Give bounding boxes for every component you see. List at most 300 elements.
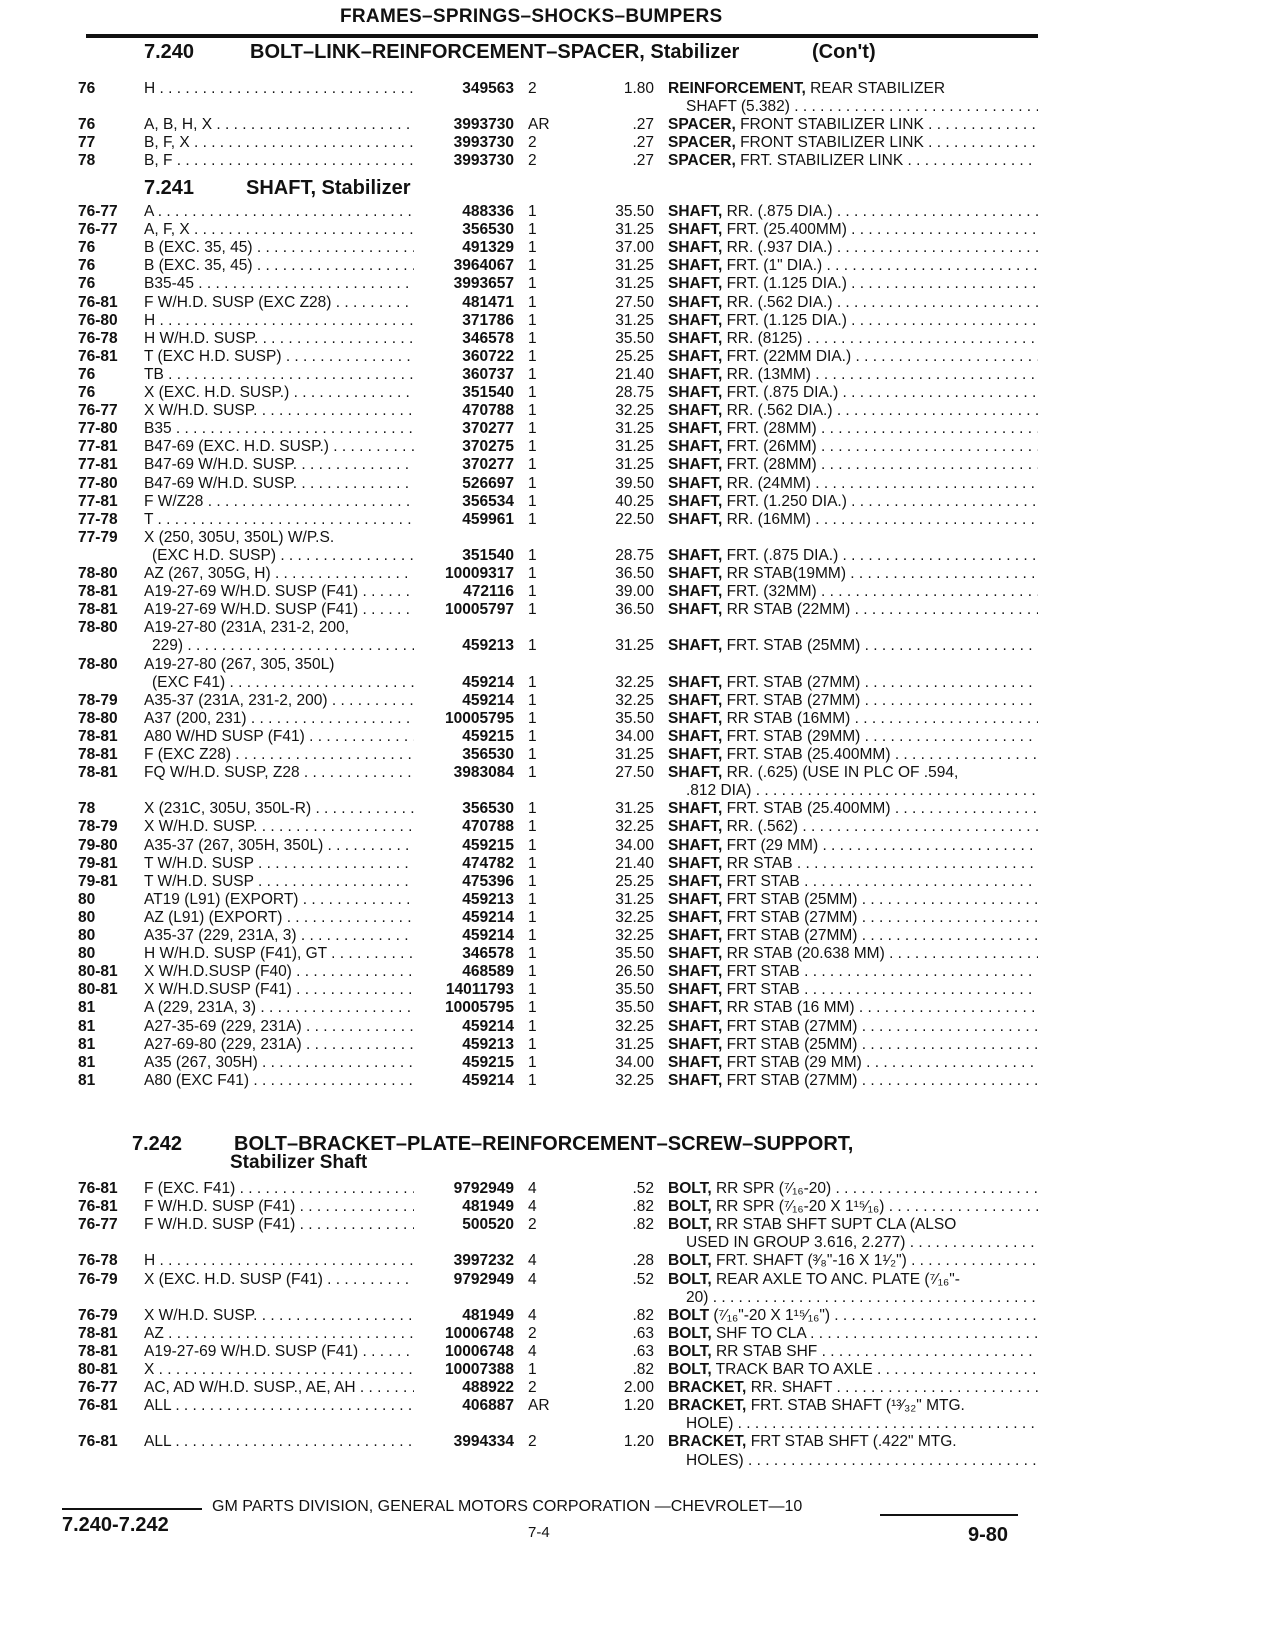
quantity: 1: [528, 203, 537, 220]
model-applicability: FQ W/H.D. SUSP, Z28 . . .: [144, 764, 414, 782]
model-applicability: A35-37 (229, 231A, 3) . . .: [144, 927, 414, 945]
model-years: 77-80: [78, 474, 118, 492]
section-number: 7.242: [132, 1133, 183, 1155]
price: 25.25: [615, 872, 654, 890]
table-row: [0, 312, 1280, 330]
table-row: [0, 583, 1280, 601]
table-row: [0, 601, 1280, 619]
model-applicability: X . . .: [144, 1361, 414, 1379]
part-name: SHAFT,: [668, 746, 723, 763]
model-applicability: H W/H.D. SUSP. . . .: [144, 330, 414, 348]
part-name: BOLT,: [668, 1252, 712, 1270]
quantity: 2: [528, 134, 537, 152]
quantity: 1: [528, 474, 537, 492]
model-applicability: B35 . . .: [144, 420, 414, 438]
part-name: BOLT,: [668, 1216, 712, 1234]
table-row: [0, 294, 1280, 312]
part-detail: RR STAB: [726, 854, 793, 872]
table-row: [0, 891, 1280, 909]
footer-rule-left: [62, 1508, 202, 1510]
part-number: 481949: [462, 1198, 514, 1216]
table-row: [0, 257, 1280, 275]
price: 31.25: [615, 257, 654, 275]
part-description: [668, 1343, 1038, 1361]
part-name: SHAFT,: [668, 709, 723, 727]
description-continued: [0, 1289, 1280, 1307]
part-name: SHAFT,: [668, 420, 723, 438]
model-applicability: A . . .: [144, 203, 414, 221]
price: 22.50: [615, 510, 654, 528]
part-number: 356534: [462, 492, 514, 510]
part-number: 10006748: [445, 1342, 514, 1360]
table-row: [0, 855, 1280, 873]
model-years: 76-80: [78, 311, 118, 329]
part-description: [668, 999, 1038, 1017]
price: 39.50: [615, 474, 654, 492]
model-years: 78-79: [78, 818, 118, 836]
model-applicability: H . . .: [144, 1252, 414, 1270]
part-name: BOLT: [668, 1306, 710, 1324]
price: 32.25: [615, 927, 654, 944]
part-number: 474782: [462, 854, 514, 872]
part-description: [668, 203, 1038, 221]
part-number: 351540: [462, 546, 514, 564]
model-years: 78-81: [78, 1342, 118, 1360]
model-years: 77-80: [78, 420, 118, 438]
quantity: 1: [528, 311, 537, 329]
part-detail: FRT. (1" DIA.): [726, 257, 823, 275]
part-description: [668, 384, 1038, 402]
part-name: SHAFT,: [668, 510, 723, 528]
part-name: BOLT,: [668, 1342, 712, 1360]
model-applicability: B, F, X . . .: [144, 134, 414, 152]
part-number: 481471: [462, 293, 514, 311]
table-row: [0, 275, 1280, 293]
part-description: [668, 1379, 1038, 1397]
part-description: [668, 134, 1038, 152]
part-number: 459213: [462, 1035, 514, 1053]
quantity: 1: [528, 981, 537, 999]
table-row: [0, 764, 1280, 782]
part-description: [668, 116, 1038, 134]
quantity: 1: [528, 908, 537, 926]
part-name: SHAFT,: [668, 546, 723, 564]
part-name: SHAFT,: [668, 691, 723, 709]
price: 32.25: [615, 818, 654, 836]
table-row: [0, 239, 1280, 257]
part-name: SHAFT,: [668, 365, 723, 383]
part-name: SHAFT,: [668, 764, 723, 782]
model-applicability: H . . .: [144, 80, 414, 98]
part-detail: FRT. (1.125 DIA.): [726, 275, 847, 293]
table-row: [0, 999, 1280, 1017]
model-applicability: B (EXC. 35, 45) . . .: [144, 239, 414, 257]
part-detail: FRT. SHAFT (³⁄₈"-16 X 1¹⁄₂"): [715, 1252, 907, 1270]
model-applicability: A19-27-80 (267, 305, 350L): [144, 655, 335, 673]
model-years: 78-81: [78, 727, 118, 745]
part-number: 349563: [462, 80, 514, 97]
model-applicability: A80 (EXC F41) . . .: [144, 1072, 414, 1090]
quantity: 1: [528, 347, 537, 365]
quantity: 1: [528, 854, 537, 872]
part-number: 10009317: [445, 565, 514, 582]
model-applicability: A35-37 (231A, 231-2, 200) . . .: [144, 692, 414, 710]
part-number: 488336: [462, 203, 514, 220]
model-years: 76-81: [78, 1433, 118, 1451]
part-name: SHAFT,: [668, 872, 723, 890]
part-detail: FRT. (.875 DIA.): [726, 546, 839, 564]
part-description-continued: .812 DIA) . . .: [686, 782, 1038, 800]
part-description: [668, 674, 1038, 692]
quantity: 2: [528, 1216, 537, 1234]
table-row: [0, 873, 1280, 891]
part-description: [668, 981, 1038, 999]
quantity: 1: [528, 492, 537, 510]
part-number: 3997232: [453, 1252, 514, 1270]
part-name: BRACKET,: [668, 1379, 747, 1397]
part-name: SHAFT,: [668, 347, 723, 365]
section-title: BOLT–BRACKET–PLATE–REINFORCEMENT–SCREW–SUPPORT,: [234, 1133, 854, 1155]
section-suffix: (Con't): [812, 41, 876, 63]
model-years: 78-81: [78, 1324, 118, 1342]
table-row: [0, 710, 1280, 728]
part-name: BOLT,: [668, 1198, 712, 1216]
part-number: 470788: [462, 818, 514, 836]
part-number: 406887: [462, 1397, 514, 1415]
part-description: [668, 746, 1038, 764]
section-number: 7.240: [144, 41, 195, 63]
part-name: SHAFT,: [668, 275, 723, 293]
price: 35.50: [615, 945, 654, 963]
price: 34.00: [615, 727, 654, 745]
quantity: 1: [528, 257, 537, 275]
part-name: SHAFT,: [668, 456, 723, 474]
table-row: [0, 348, 1280, 366]
quantity: 2: [528, 1379, 537, 1397]
part-detail: FRT. (32MM): [726, 583, 817, 601]
part-detail: FRONT STABILIZER LINK: [740, 116, 924, 134]
part-name: SHAFT,: [668, 474, 723, 492]
part-detail: RR SPR (⁷⁄₁₆-20 X 1¹⁵⁄₁₆): [715, 1198, 885, 1216]
part-name: SHAFT,: [668, 583, 723, 601]
part-detail: REAR AXLE TO ANC. PLATE (⁷⁄₁₆"-: [715, 1270, 960, 1288]
model-years: 76: [78, 384, 96, 401]
table-row: [0, 1433, 1280, 1451]
quantity: 1: [528, 727, 537, 745]
part-detail: RR STAB (16MM): [726, 709, 851, 727]
table-row: [0, 384, 1280, 402]
table-row: [0, 1198, 1280, 1216]
price: 32.25: [615, 402, 654, 420]
quantity: 1: [528, 456, 537, 474]
part-number: 526697: [462, 474, 514, 492]
price: 2.00: [623, 1379, 654, 1397]
model-applicability: A35-37 (267, 305H, 350L) . . .: [144, 837, 414, 855]
quantity: 1: [528, 329, 537, 347]
quantity: 1: [528, 510, 537, 528]
model-years: 76: [78, 239, 96, 257]
price: 1.20: [623, 1397, 654, 1415]
table-row: [0, 330, 1280, 348]
model-applicability: A, B, H, X . . .: [144, 116, 414, 134]
model-applicability: A80 W/HD SUSP (F41) . . .: [144, 728, 414, 746]
part-name: SHAFT,: [668, 854, 723, 872]
quantity: 1: [528, 384, 537, 401]
part-description: [668, 80, 1038, 98]
part-name: REINFORCEMENT,: [668, 80, 806, 97]
part-description: [668, 294, 1038, 312]
part-name: SHAFT,: [668, 727, 723, 745]
part-detail: FRT. (26MM): [726, 438, 817, 456]
part-description: [668, 456, 1038, 474]
model-years: 76: [78, 257, 96, 275]
model-applicability: A19-27-80 (231A, 231-2, 200,: [144, 619, 350, 637]
footer-publisher: GM PARTS DIVISION, GENERAL MOTORS CORPORATION —CHEVROLET—10: [212, 1498, 803, 1515]
model-years: 81: [78, 1017, 96, 1035]
model-applicability: T (EXC H.D. SUSP) . . .: [144, 348, 414, 366]
part-description: [668, 152, 1038, 170]
quantity: 1: [528, 764, 537, 782]
model-years: 77-81: [78, 438, 118, 456]
part-number: 459961: [462, 510, 514, 528]
price: 32.25: [615, 673, 654, 691]
model-applicability: ALL . . .: [144, 1433, 414, 1451]
model-applicability: X W/H.D.SUSP (F41) . . .: [144, 981, 414, 999]
price: 40.25: [615, 492, 654, 510]
quantity: AR: [528, 116, 550, 134]
part-number: 360722: [462, 347, 514, 365]
model-applicability: X (250, 305U, 350L) W/P.S.: [144, 528, 335, 546]
part-number: 3993730: [453, 134, 514, 152]
part-number: 459213: [462, 637, 514, 655]
part-number: 488922: [462, 1379, 514, 1397]
model-applicability: X W/H.D. SUSP. . . .: [144, 402, 414, 420]
model-applicability: F W/H.D. SUSP (F41) . . .: [144, 1216, 414, 1234]
model-years: 81: [78, 999, 96, 1017]
description-continued: [0, 782, 1280, 800]
part-detail: FRT. (1.125 DIA.): [726, 311, 847, 329]
model-years: 81: [78, 1035, 96, 1053]
part-detail: RR. (13MM): [726, 365, 811, 383]
model-years: 76-79: [78, 1270, 118, 1288]
model-applicability: H . . .: [144, 312, 414, 330]
model-applicability-continued: 229) . . .: [152, 637, 414, 655]
part-detail: FRT STAB: [726, 963, 800, 981]
part-name: SHAFT,: [668, 311, 723, 329]
part-number: 10006748: [445, 1324, 514, 1342]
part-description-continued: HOLES) . . .: [686, 1452, 1038, 1470]
part-name: BRACKET,: [668, 1433, 747, 1451]
section-subtitle: Stabilizer Shaft: [230, 1152, 368, 1173]
price: 1.20: [623, 1433, 654, 1451]
part-number: 370277: [462, 456, 514, 474]
model-years: 76-78: [78, 1252, 118, 1270]
part-number: 491329: [462, 239, 514, 257]
part-number: 9792949: [453, 1270, 514, 1288]
quantity: 1: [528, 963, 537, 981]
part-description: [668, 420, 1038, 438]
part-description: [668, 547, 1038, 565]
part-detail: RR. (8125): [726, 329, 803, 347]
price: 31.25: [615, 311, 654, 329]
part-name: SPACER,: [668, 134, 736, 152]
part-number: 3993657: [453, 275, 514, 293]
quantity: 1: [528, 1361, 537, 1378]
part-detail: FRT. STAB (25MM): [726, 637, 861, 655]
part-description: [668, 1361, 1038, 1379]
part-description: [668, 855, 1038, 873]
model-applicability: A19-27-69 W/H.D. SUSP (F41) . . .: [144, 1343, 414, 1361]
price: 25.25: [615, 347, 654, 365]
model-applicability: X W/H.D. SUSP. . . .: [144, 818, 414, 836]
part-number: 351540: [462, 384, 514, 401]
part-description: [668, 692, 1038, 710]
price: 35.50: [615, 709, 654, 727]
part-description: [668, 601, 1038, 619]
price: .52: [632, 1270, 654, 1288]
model-applicability: A19-27-69 W/H.D. SUSP (F41) . . .: [144, 583, 414, 601]
table-row-continued: [0, 637, 1280, 655]
quantity: 4: [528, 1198, 537, 1216]
quantity: 1: [528, 365, 537, 383]
part-description: [668, 1198, 1038, 1216]
table-row: [0, 493, 1280, 511]
section-title: BOLT–LINK–REINFORCEMENT–SPACER, Stabilizer: [250, 41, 740, 63]
part-description: [668, 1307, 1038, 1325]
model-years: 81: [78, 1071, 96, 1089]
price: 31.25: [615, 456, 654, 474]
table-row: [0, 1018, 1280, 1036]
table-row-continued: [0, 674, 1280, 692]
part-description: [668, 1397, 1038, 1415]
part-name: SHAFT,: [668, 908, 723, 926]
model-applicability: F (EXC Z28) . . .: [144, 746, 414, 764]
part-description: [668, 1433, 1038, 1451]
part-detail: FRT STAB (27MM): [726, 927, 858, 944]
part-description: [668, 1325, 1038, 1343]
quantity: 1: [528, 999, 537, 1017]
part-description: [668, 728, 1038, 746]
part-name: SHAFT,: [668, 257, 723, 275]
model-years: 76-77: [78, 402, 118, 420]
part-description: [668, 438, 1038, 456]
part-detail: RR. (.625) (USE IN PLC OF .594,: [726, 764, 959, 782]
price: .82: [632, 1216, 654, 1234]
quantity: 4: [528, 1306, 537, 1324]
model-applicability: AC, AD W/H.D. SUSP., AE, AH . . .: [144, 1379, 414, 1397]
part-number: 360737: [462, 365, 514, 383]
part-description: [668, 818, 1038, 836]
part-number: 459214: [462, 691, 514, 709]
table-row: [0, 746, 1280, 764]
part-description: [668, 800, 1038, 818]
table-row: [0, 116, 1280, 134]
part-description: [668, 764, 1038, 782]
model-applicability: X (231C, 305U, 350L-R) . . .: [144, 800, 414, 818]
model-years: 76-77: [78, 221, 118, 239]
part-number: 370277: [462, 420, 514, 438]
model-years: 76-81: [78, 1397, 118, 1415]
model-applicability: A37 (200, 231) . . .: [144, 710, 414, 728]
quantity: 4: [528, 1180, 537, 1197]
part-description: [668, 927, 1038, 945]
price: 36.50: [615, 565, 654, 582]
price: 21.40: [615, 365, 654, 383]
part-detail: RR STAB (20.638 MM): [726, 945, 885, 963]
model-years: 80-81: [78, 1361, 118, 1378]
price: .63: [632, 1324, 654, 1342]
quantity: 1: [528, 239, 537, 257]
part-detail: RR. (.937 DIA.): [726, 239, 833, 257]
description-continued: [0, 98, 1280, 116]
part-description: [668, 909, 1038, 927]
part-description: [668, 511, 1038, 529]
part-description: [668, 1072, 1038, 1090]
part-detail: FRT. STAB (27MM): [726, 691, 861, 709]
price: 31.25: [615, 438, 654, 456]
table-row: [0, 1307, 1280, 1325]
quantity: 2: [528, 80, 537, 97]
part-detail: FRT. (28MM): [726, 420, 817, 438]
part-number: 459214: [462, 927, 514, 944]
table-row: [0, 565, 1280, 583]
part-number: 10005797: [445, 601, 514, 619]
part-description-continued: HOLE) . . .: [686, 1415, 1038, 1433]
part-name: SHAFT,: [668, 239, 723, 257]
part-number: 356530: [462, 746, 514, 763]
model-years: 76-81: [78, 1198, 118, 1216]
part-number: 472116: [463, 583, 514, 601]
model-years: 81: [78, 1053, 96, 1071]
part-description: [668, 963, 1038, 981]
model-applicability: X (EXC. H.D. SUSP (F41) . . .: [144, 1271, 414, 1289]
model-years: 78-81: [78, 601, 118, 619]
part-name: SHAFT,: [668, 999, 723, 1017]
quantity: 1: [528, 673, 537, 691]
price: 26.50: [615, 963, 654, 981]
part-detail: TRACK BAR TO AXLE: [715, 1361, 873, 1378]
part-detail: FRT STAB (29 MM): [726, 1053, 862, 1071]
quantity: AR: [528, 1397, 550, 1415]
part-name: SHAFT,: [668, 981, 723, 999]
part-description: [668, 402, 1038, 420]
model-applicability: T W/H.D. SUSP . . .: [144, 855, 414, 873]
price: 31.25: [615, 221, 654, 239]
part-detail: RR. (.562 DIA.): [726, 402, 833, 420]
model-years: 77-81: [78, 456, 118, 474]
quantity: 1: [528, 836, 537, 854]
part-name: SHAFT,: [668, 402, 723, 420]
part-number: 459214: [462, 673, 514, 691]
part-number: 475396: [462, 872, 514, 890]
part-name: SHAFT,: [668, 203, 723, 220]
table-row: [0, 1271, 1280, 1289]
model-years: 76-77: [78, 1216, 118, 1234]
price: 1.80: [623, 80, 654, 97]
part-detail: FRT. STAB (25.400MM): [726, 800, 891, 818]
footer-page-number: 7-4: [528, 1524, 550, 1541]
price: .82: [632, 1361, 654, 1378]
part-description-continued: SHAFT (5.382) . . .: [686, 98, 1038, 116]
part-number: 14011793: [445, 981, 514, 999]
part-description: [668, 565, 1038, 583]
quantity: 1: [528, 420, 537, 438]
price: .27: [632, 116, 654, 134]
part-name: SHAFT,: [668, 927, 723, 944]
model-applicability: ALL . . .: [144, 1397, 414, 1415]
quantity: 2: [528, 152, 537, 170]
table-row: [0, 963, 1280, 981]
